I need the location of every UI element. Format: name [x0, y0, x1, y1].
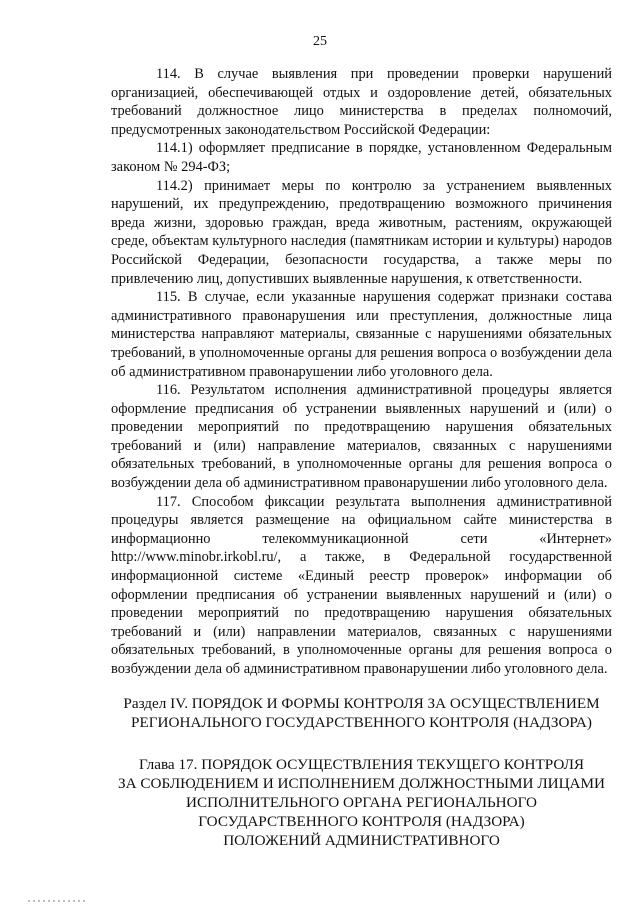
paragraph-114: 114. В случае выявления при проведении проверки нарушений организацией, обеспечивающей отдых и оздоровление детей, обязательных требований должностное лицо министерства в пределах полномочий, предусмотренных законодательством Российской Федерации:: [111, 66, 612, 138]
section-heading-line: РЕГИОНАЛЬНОГО ГОСУДАРСТВЕННОГО КОНТРОЛЯ (НАДЗОРА): [131, 713, 592, 731]
paragraph-114-2: 114.2) принимает меры по контролю за устранением выявленных нарушений, их предупреждению, предотвращению возможного причинения вреда жизни, здоровью граждан, вреда животным, растениям, окружающей среде, объектам культурного наследия (памятникам истории и культуры) народов Российской Федерации, безопасности государства, а также меры по привлечению лиц, допустивших выявленные нарушения, к ответственности.: [111, 177, 612, 287]
chapter-heading-line: ЗА СОБЛЮДЕНИЕМ И ИСПОЛНЕНИЕМ ДОЛЖНОСТНЫМИ ЛИЦАМИ: [118, 774, 605, 792]
page-number: 25: [313, 34, 327, 49]
chapter-heading-line: ИСПОЛНИТЕЛЬНОГО ОРГАНА РЕГИОНАЛЬНОГО: [186, 793, 537, 811]
paragraph-114-1: 114.1) оформляет предписание в порядке, установленном Федеральным законом № 294-ФЗ;: [111, 140, 612, 175]
chapter-heading-line: Глава 17. ПОРЯДОК ОСУЩЕСТВЛЕНИЯ ТЕКУЩЕГО КОНТРОЛЯ: [138, 755, 585, 773]
paragraph-117: 117. Способом фиксации результата выполнения административной процедуры является размещение на официальном сайте министерства в информационно телекоммуникационной сети «Интернет» http://www.minobr.irkobl.ru/, а также, в Федеральной государственной информационной системе «Единый реестр проверок» информации об оформлении предписания об устранении выявленных нарушений и (или) о проведении мероприятий по предотвращению нарушения обязательных требований и (или) направлении материалов, связанных с нарушениями обязательных требований, в уполномоченные органы для решения вопроса о возбуждении дела об административном правонарушении либо уголовного дела.: [111, 493, 612, 677]
paragraph-115: 115. В случае, если указанные нарушения содержат признаки состава административного правонарушения или преступления, должностные лица министерства направляют материалы, связанные с нарушениями обязательных требований, в уполномоченные органы для решения вопроса о возбуждении дела об административном правонарушении либо уголовного дела.: [111, 289, 612, 380]
document-body: [111, 65, 612, 850]
section-heading: [111, 694, 612, 732]
chapter-heading-line: ПОЛОЖЕНИЙ АДМИНИСТРАТИВНОГО: [223, 831, 500, 849]
chapter-heading-line: ГОСУДАРСТВЕННОГО КОНТРОЛЯ (НАДЗОРА): [198, 812, 525, 830]
chapter-heading: [111, 755, 612, 850]
paragraph-116: 116. Результатом исполнения административной процедуры является оформление предписания об устранении выявленных нарушений и (или) о проведении мероприятий по предотвращению нарушения обязательных требований и (или) направление материалов, связанных с нарушениями обязательных требований, в уполномоченные органы для решения вопроса о возбуждении дела об административном правонарушении либо уголовного дела.: [111, 382, 612, 492]
scan-footer-mark: [28, 900, 88, 902]
section-heading-line: Раздел IV. ПОРЯДОК И ФОРМЫ КОНТРОЛЯ ЗА ОСУЩЕСТВЛЕНИЕМ: [123, 694, 600, 712]
